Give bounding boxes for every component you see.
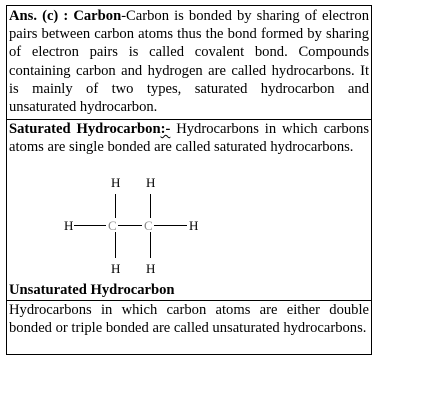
unsaturated-heading: Unsaturated Hydrocarbon: [9, 282, 175, 298]
ethane-c-left: C: [108, 218, 117, 233]
ethane-h-top-left: H: [111, 175, 121, 190]
saturated-heading-tail: :-: [160, 121, 171, 137]
answer-bold-term: Carbon: [73, 8, 122, 24]
saturated-body: Hydrocarbons in which carbons atoms are single bonded are called saturated hydrocarbons.: [9, 121, 369, 156]
unsaturated-paragraph: [9, 301, 369, 337]
ethane-h-right: H: [189, 218, 199, 233]
unsaturated-heading-line: [9, 281, 369, 299]
unsaturated-body: Hydrocarbons in which carbon atoms are either double bonded or triple bonded are called unsaturated hydrocarbons.: [9, 302, 369, 337]
ethane-structure: [7, 172, 371, 284]
ethane-h-bottom-left: H: [111, 261, 121, 276]
answer-box: [6, 5, 372, 355]
ethane-h-left: H: [64, 218, 74, 233]
answer-paragraph: [9, 7, 369, 116]
ethane-h-bottom-right: H: [146, 261, 156, 276]
ethane-h-top-right: H: [146, 175, 156, 190]
saturated-heading: Saturated Hydrocarbon: [9, 121, 161, 137]
saturated-paragraph: [9, 120, 369, 156]
answer-prefix: Ans. (c) :: [9, 8, 74, 24]
answer-body: -Carbon is bonded by sharing of electron pairs between carbon atoms thus the bond formed by sharing of electron pairs is called covalent bond. Compounds containing carbon and hydrogen are called hydrocarbons. It is mainly of two types, saturated hydrocarbon and unsaturated hydrocarbon.: [9, 8, 369, 116]
ethane-c-right: C: [144, 218, 153, 233]
